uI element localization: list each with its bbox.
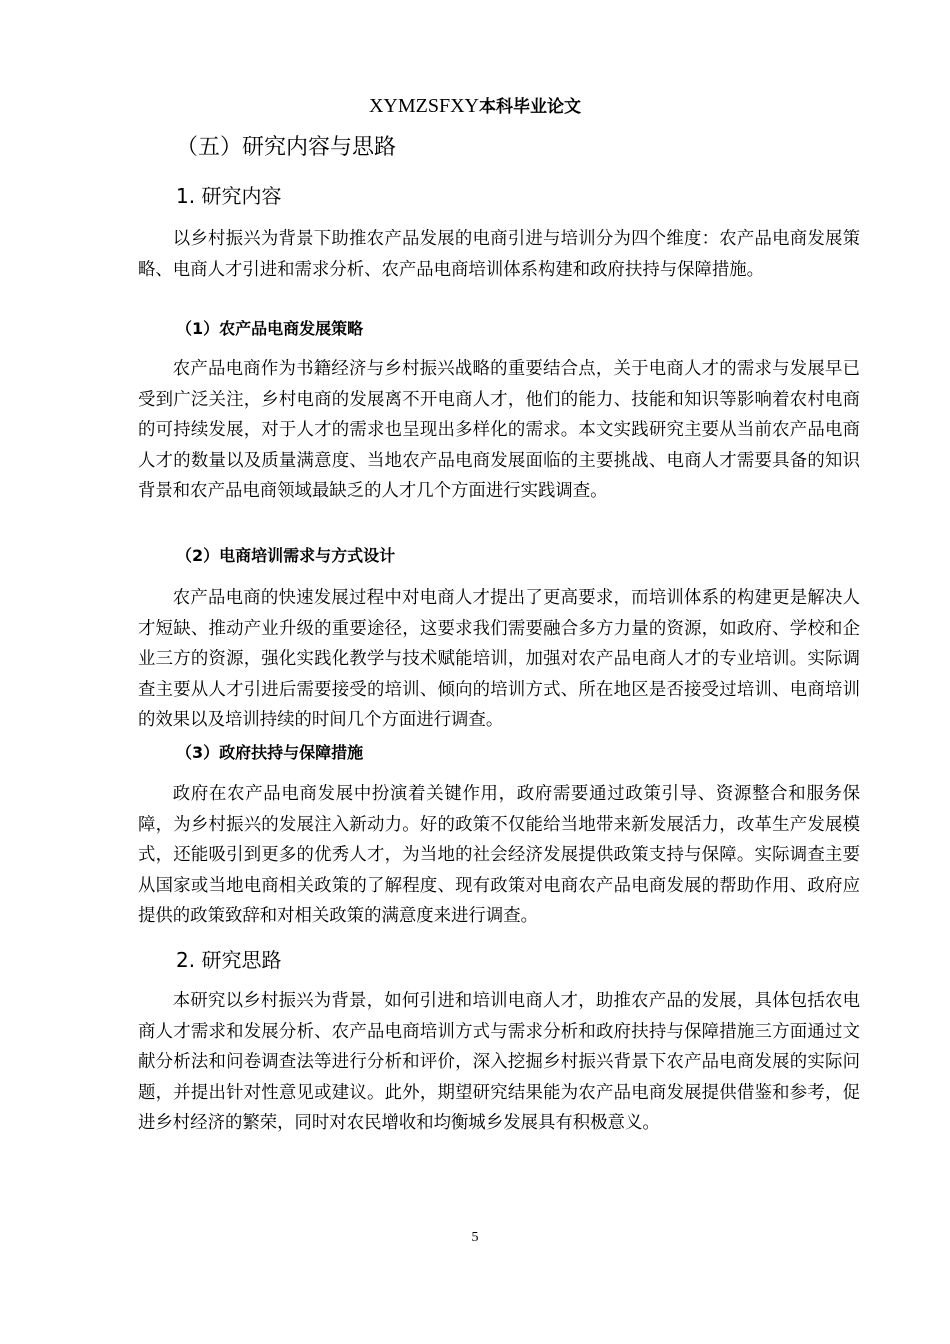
page-header — [0, 92, 950, 121]
page-number: 5 — [471, 1230, 479, 1245]
header-suffix: 本科毕业论文 — [479, 97, 582, 117]
paragraph-training-design: 农产品电商的快速发展过程中对电商人才提出了更高要求，而培训体系的构建更是解决人才短缺、推动产业升级的重要途径，这要求我们需要融合多方力量的资源，如政府、学校和企业三方的资源，强化实践化教学与技术赋能培训，加强对农产品电商人才的专业培训。实际调查主要从人才引进后需要接受的培训、倾向的培训方式、所在地区是否接受过培训、电商培训的效果以及培训持续的时间几个方面进行调查。 — [138, 588, 860, 731]
paragraph-intro: 以乡村振兴为背景下助推农产品发展的电商引进与培训分为四个维度：农产品电商发展策略、电商人才引进和需求分析、农产品电商培训体系构建和政府扶持与保障措施。 — [138, 229, 860, 280]
paragraph-ecommerce-strategy: 农产品电商作为书籍经济与乡村振兴战略的重要结合点，关于电商人才的需求与发展早已受到广泛关注，乡村电商的发展离不开电商人才，他们的能力、技能和知识等影响着农村电商的可持续发展，对于人才的需求也呈现出多样化的需求。本文实践研究主要从当前农产品电商人才的数量以及质量满意度、当地农产品电商发展面临的主要挑战、电商人才需要具备的知识背景和农产品电商领域最缺乏的人才几个方面进行实践调查。 — [138, 359, 860, 502]
subheading-training-design: （2）电商培训需求与方式设计 — [176, 546, 396, 565]
section-title: （五）研究内容与思路 — [176, 135, 397, 160]
header-brand: XYMZSFXY — [368, 95, 480, 117]
paragraph-research-approach: 本研究以乡村振兴为背景，如何引进和培训电商人才，助推农产品的发展，具体包括农电商人才需求和发展分析、农产品电商培训方式与需求分析和政府扶持与保障措施三方面通过文献分析法和问卷调查法等进行分析和评价，深入挖掘乡村振兴背景下农产品电商发展的实际问题，并提出针对性意见或建议。此外，期望研究结果能为农产品电商发展提供借鉴和参考，促进乡村经济的繁荣，同时对农民增收和均衡城乡发展具有积极意义。 — [138, 991, 860, 1134]
heading-research-approach: 2. 研究思路 — [176, 948, 282, 972]
subheading-government-support: （3）政府扶持与保障措施 — [176, 743, 364, 762]
heading-research-content: 1. 研究内容 — [176, 184, 282, 208]
paragraph-government-support: 政府在农产品电商发展中扮演着关键作用，政府需要通过政策引导、资源整合和服务保障，为乡村振兴的发展注入新动力。好的政策不仅能给当地带来新发展活力，改革生产发展模式，还能吸引到更多的优秀人才，为当地的社会经济发展提供政策支持与保障。实际调查主要从国家或当地电商相关政策的了解程度、现有政策对电商农产品电商发展的帮助作用、政府应提供的政策致辞和对相关政策的满意度来进行调查。 — [138, 784, 860, 927]
subheading-ecommerce-strategy: （1）农产品电商发展策略 — [176, 319, 364, 338]
